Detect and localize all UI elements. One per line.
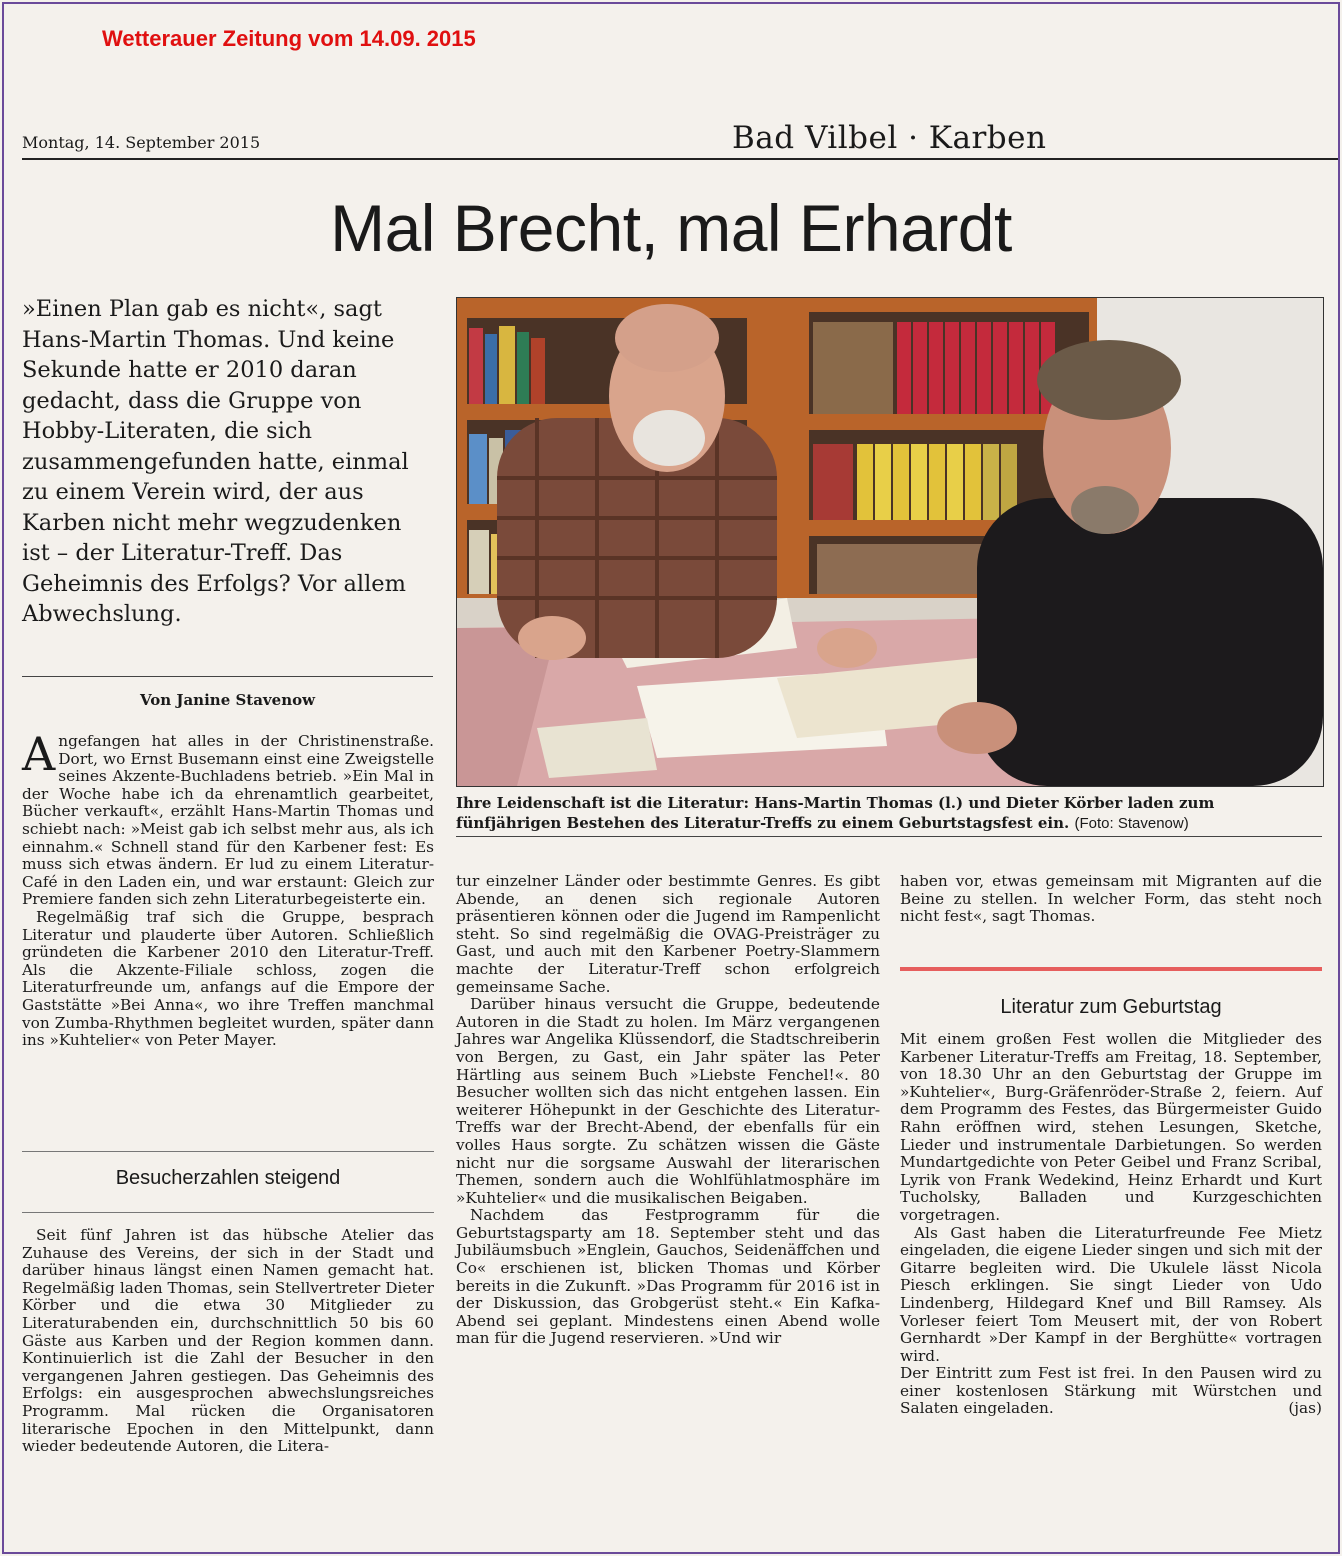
photo-caption — [456, 793, 1322, 834]
dateline: Montag, 14. September 2015 — [22, 133, 261, 152]
teaser-rule — [22, 676, 433, 677]
paragraph: Mit einem großen Fest wollen die Mitglieder des Karbener Literatur-Treffs am Freitag, 18. September, von 18.30 Uhr an den Geburtstag der Gruppe im »Kuhtelier«, Burg-Gräfenröder-Straße 2, feiern. Auf dem Programm des Festes, das Bürgermeister Guido Rahn eröffnen wird, stehen Lesungen, Sketche, Lieder und instrumentale Darbietungen. So werden Mundartgedichte von Peter Geibel und Franz Scribal, Lyrik von Frank Wedekind, Heinz Erhardt und Kurt Tucholsky, Balladen und Kurzgeschichten vorgetragen. — [900, 1030, 1322, 1224]
subhead-box — [22, 1151, 434, 1213]
drop-cap: A — [22, 727, 56, 781]
paragraph: Regelmäßig traf sich die Gruppe, besprach Literatur und plauderte über Autoren. Schließlich gründeten die Karbener 2010 den Literatur-Treff. Als die Akzente-Filiale schloss, zogen die Literaturfreunde um, anfangs auf die Empore der Gaststätte »Bei Anna«, wo ihre Treffen manchmal von Zumba-Rhythmen begleitet wurden, später dann ins »Kuhtelier« von Peter Mayer. — [22, 907, 434, 1050]
photo-caption-text: Ihre Leidenschaft ist die Literatur: Hans-Martin Thomas (l.) und Dieter Körber laden zum fünfjährigen Bestehen des Literatur-Treffs zu einem Geburtstagsfest ein. — [456, 794, 1215, 832]
paragraph-text: ngefangen hat alles in der Christinenstraße. Dort, wo Ernst Busemann einst eine Zweigstelle seines Akzente-Buchladens betrieb. »Ein Mal in der Woche habe ich da ehrenamtlich gearbeitet, Bücher verkauft«, erzählt Hans-Martin Thomas und schiebt nach: »Meist gab ich selbst mehr aus, als ich einnahm.« Schnell stand für den Karbener fest: Es muss sich etwas ändern. Er lud zu einem Literatur-Café in den Laden ein, und war erstaunt: Gleich zur Premiere fanden sich zehn Literaturbegeisterte ein. — [22, 732, 434, 909]
column-2 — [456, 873, 880, 1348]
subhead-geburtstag: Literatur zum Geburtstag — [1000, 996, 1222, 1018]
teaser: »Einen Plan gab es nicht«, sagt Hans-Martin Thomas. Und keine Sekunde hatte er 2010 daran gedacht, dass die Gruppe von Hobby-Literaten, die sich zusammengefunden hatte, einmal zu einem Verein wird, der aus Karben nicht mehr wegzudenken ist – der Literatur-Treff. Das Geheimnis des Erfolgs? Vor allem Abwechslung. — [22, 296, 409, 627]
paragraph: Nachdem das Festprogramm für die Geburtstagsparty am 18. September steht und das Jubiläumsbuch »Englein, Gauchos, Seidenäffchen und Co« erschienen ist, blicken Thomas und Körber bereits in die Zukunft. »Das Programm für 2016 ist in der Diskussion, das Grobgerüst steht.« Ein Kafka-Abend sei geplant. Mindestens einen Abend wolle man für die Jugend reservieren. »Und wir — [456, 1206, 880, 1348]
paragraph: haben vor, etwas gemeinsam mit Migranten auf die Beine zu stellen. In welcher Form, das steht noch nicht fest«, sagt Thomas. — [900, 872, 1322, 926]
article-photo — [456, 297, 1324, 787]
section-title: Bad Vilbel · Karben — [732, 120, 1047, 156]
subhead-besucherzahlen: Besucherzahlen steigend — [115, 1167, 341, 1189]
caption-rule — [456, 836, 1322, 837]
paragraph: tur einzelner Länder oder bestimmte Genres. Es gibt Abende, an denen sich regionale Autoren präsentieren können oder die Jugend im Rampenlicht steht. So sind regelmäßig die OVAG-Preisträger zu Gast, und auch mit den Karbener Poetry-Slammern machte der Literatur-Treff schon erfolgreich gemeinsame Sache. — [456, 872, 880, 996]
paragraph — [22, 727, 434, 909]
header-rule — [22, 158, 1338, 160]
photo-credit: (Foto: Stavenow) — [1074, 815, 1189, 832]
byline: Von Janine Stavenow — [139, 691, 316, 709]
paragraph: Darüber hinaus versucht die Gruppe, bedeutende Autoren in die Stadt zu holen. Im März vergangenen Jahres war Angelika Klüssendorf, die Stadtschreiberin von Bergen, zu Gast, ein Jahr später las Peter Härtling aus seinem Buch »Liebste Fenchel!«. 80 Besucher wollten sich das nicht entgehen lassen. Ein weiterer Höhepunkt in der Geschichte des Literatur-Treffs war der Brecht-Abend, der ebenfalls für ein volles Haus sorgte. Zu schätzen wissen die Gäste nicht nur die sorgsame Auswahl der literarischen Themen, sondern auch die Wohlfühlatmosphäre im »Kuhtelier« und die musikalischen Beigaben. — [456, 995, 880, 1207]
paragraph — [900, 1365, 1322, 1418]
paragraph: Als Gast haben die Literaturfreunde Fee Mietz eingeladen, die eigene Lieder singen und sich mit der Gitarre begleiten wird. Die Ukulele lässt Nicola Piesch erklingen. Sie singt Lieder von Udo Lindenberg, Hildegard Knef und Bill Ramsey. Als Vorleser feiert Tom Meusert mit, der von Robert Gernhardt »Der Kampf in der Berghütte« vortragen wird. — [900, 1223, 1322, 1365]
column-1 — [22, 727, 434, 1050]
headline: Mal Brecht, mal Erhardt — [330, 191, 1012, 265]
column-3-continued — [900, 1031, 1322, 1418]
paragraph: Seit fünf Jahren ist das hübsche Atelier das Zuhause des Vereins, der sich in der Stadt und darüber hinaus längst einen Namen gemacht hat. Regelmäßig laden Thomas, sein Stellvertreter Dieter Körber und die etwa 30 Mitglieder zu Literaturabenden ein, durchschnittlich 50 bis 60 Gäste aus Karben und der Region kommen dann. Kontinuierlich ist die Zahl der Besucher in den vergangenen Jahren gestiegen. Das Geheimnis des Erfolgs: ein ausgesprochen abwechslungsreiches Programm. Mal rücken die Organisatoren literarische Epochen in den Mittelpunkt, dann wieder bedeutende Autoren, die Litera- — [22, 1226, 434, 1456]
column-3 — [900, 873, 1322, 926]
author-signature: (jas) — [1288, 1399, 1322, 1418]
accent-rule — [900, 967, 1322, 971]
source-label: Wetterauer Zeitung vom 14.09. 2015 — [102, 26, 476, 51]
paragraph-text: Der Eintritt zum Fest ist frei. In den Pausen wird zu einer kostenlosen Stärkung mit Würstchen und Salaten eingeladen. — [900, 1364, 1322, 1418]
column-1-continued — [22, 1227, 434, 1456]
